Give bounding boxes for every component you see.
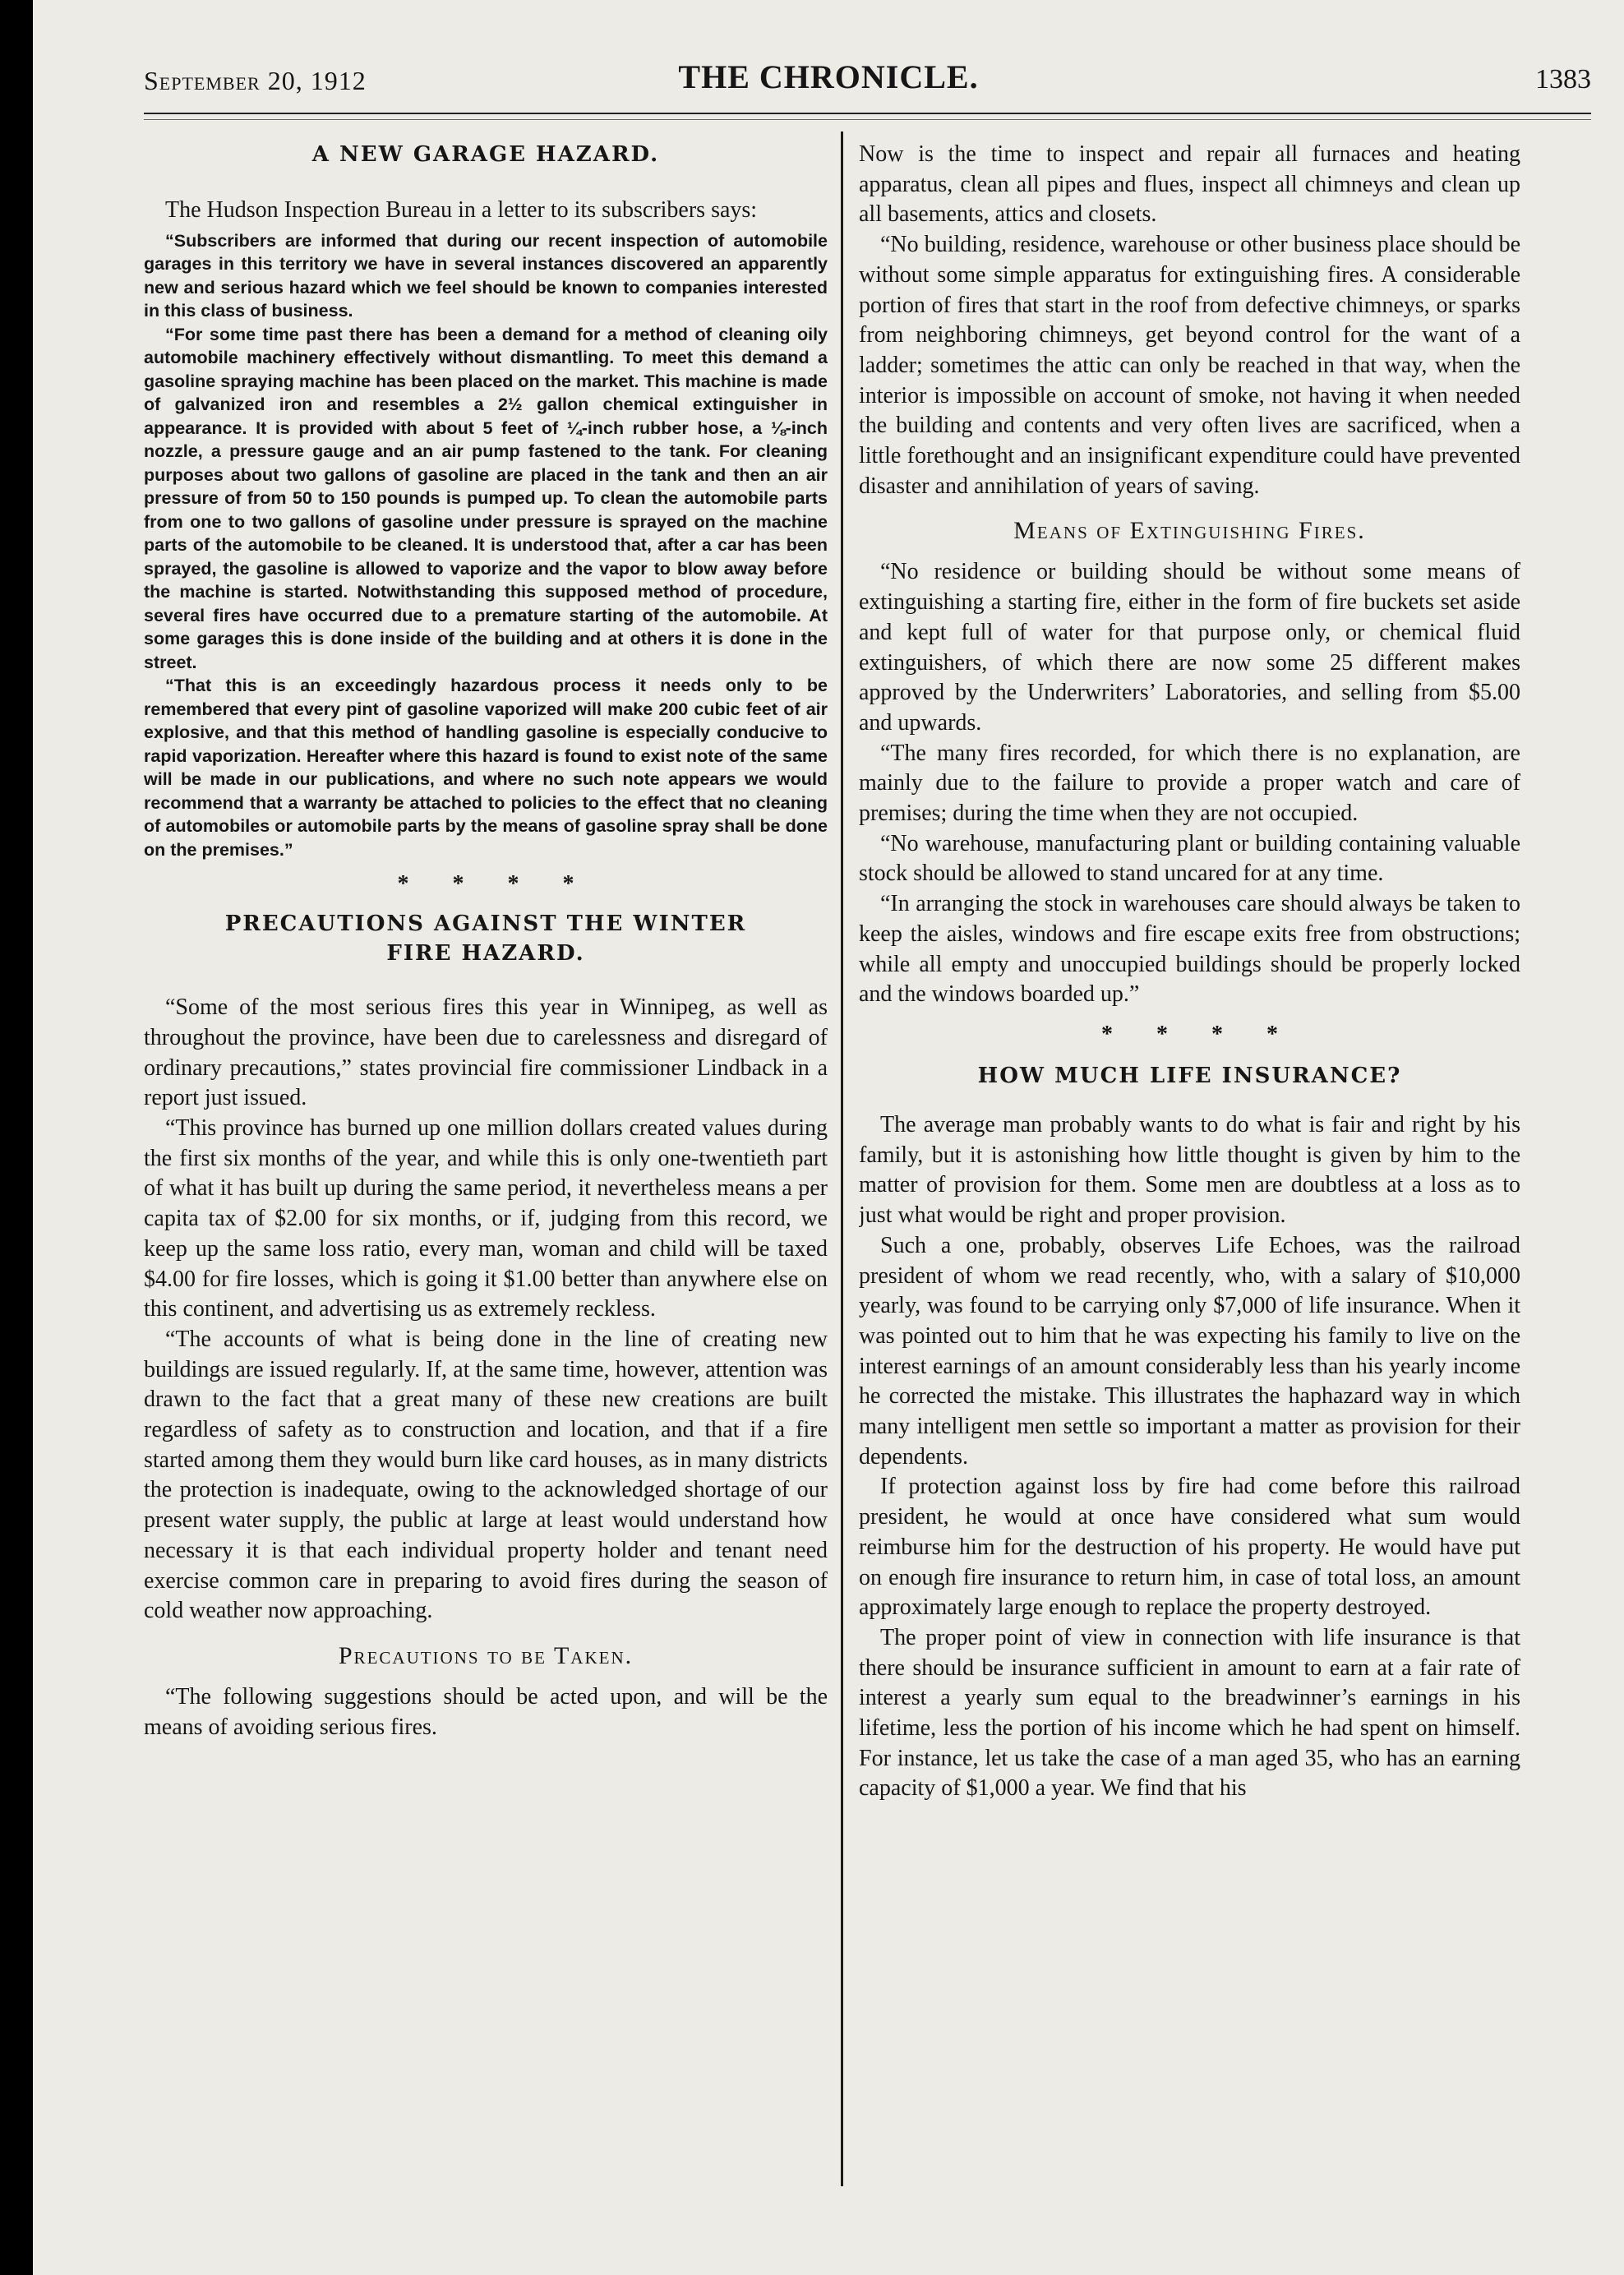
- paragraph: “The following suggestions should be acted upon, and will be the means of avoiding serious fires.: [144, 1683, 828, 1740]
- paragraph: The proper point of view in connection with life insurance is that there should be insurance sufficient in amount to earn at a fair rate of interest a yearly sum equal to the breadwinner’s earnings in his lifetime, less the portion of his income which he had spent on himself. For instance, let us take the case of a man aged 35, who has an earning capacity of $1,000 a year. We find that his: [859, 1624, 1520, 1802]
- section-separator: * * * *: [397, 871, 574, 898]
- article-title: PRECAUTIONS AGAINST THE WINTER FIRE HAZARD.: [224, 911, 747, 967]
- paragraph: “No building, residence, warehouse or other business place should be without some simple apparatus for extinguishing fires. A considerable portion of fires that start in the roof from defective chimneys, or sparks from neighboring chimneys, get beyond control for the want of a ladder; sometimes the attic can only be reached in that way, when the interior is impossible on account of smoke, not having it when needed the building and contents and very often lives are sacrificed, when a little forethought and an insignificant expenditure could have prevented disaster and annihilation of years of saving.: [859, 232, 1520, 499]
- header-title: THE CHRONICLE.: [678, 58, 979, 95]
- paragraph: “Some of the most serious fires this year in Winnipeg, as well as throughout the province, have been due to carelessness and disregard of ordinary precautions,” states provincial fire commissioner Lindback in a report just issued.: [144, 994, 828, 1111]
- article-garage-hazard: [144, 140, 828, 861]
- paragraph: Now is the time to inspect and repair all furnaces and heating apparatus, clean all pipes and flues, inspect all chimneys and clean up all basements, attics and closets.: [859, 141, 1520, 228]
- right-column: [859, 140, 1520, 1804]
- article-title: A NEW GARAGE HAZARD.: [311, 142, 660, 167]
- header-date: September 20, 1912: [144, 66, 367, 95]
- section-separator: * * * *: [1101, 1021, 1278, 1047]
- quote-paragraph: “Subscribers are informed that during our recent inspection of automobile garages in this territory we have in several instances discovered an apparently new and serious hazard which we feel should be known to companies interested in this class of business.: [144, 230, 828, 321]
- header-rule: [144, 113, 1591, 114]
- header-page-number: 1383: [1535, 64, 1591, 95]
- quote-paragraph: “That this is an exceedingly hazardous process it needs only to be remembered that every pint of gasoline vaporized will make 200 cubic feet of air explosive, and that this method of handling gasoline is especially conducive to rapid vaporization. Hereafter where this hazard is found to exist note of the same will be made in our publications, and where no such note appears we would recommend that a warranty be attached to policies to the effect that no cleaning of automobiles or automobile parts by the means of gasoline spray shall be done on the premises.”: [144, 676, 828, 860]
- paragraph: “In arranging the stock in warehouses care should always be taken to keep the aisles, windows and fire escape exits free from obstructions; while all empty and unoccupied buildings should be properly locked and the windows boarded up.”: [859, 891, 1520, 1008]
- article-intro: The Hudson Inspection Bureau in a letter to its subscribers says:: [165, 197, 758, 223]
- paragraph: If protection against loss by fire had come before this railroad president, he would at once have considered what sum would reimburse him for the destruction of his property. He would have put on enough fire insurance to return him, in case of total loss, an amount approximately large enough to replace the property destroyed.: [859, 1474, 1520, 1621]
- left-column: [144, 140, 828, 1742]
- paragraph: The average man probably wants to do what is fair and right by his family, but it is astonishing how little thought is given by him to the matter of provision for them. Some men are doubtless at a loss as to just what would be right and proper provision.: [859, 1111, 1520, 1229]
- paragraph: Such a one, probably, observes Life Echoes, was the railroad president of whom we read recently, who, with a salary of $10,000 yearly, was found to be carrying only $7,000 of life insurance. When it was pointed out to him that he was expecting his family to live on the interest earnings of an amount considerably less than his yearly income he corrected the mistake. This illustrates the haphazard way in which many intelligent men settle so important a matter as provision for their dependents.: [859, 1232, 1520, 1470]
- paragraph: “The many fires recorded, for which there is no explanation, are mainly due to the failure to provide a proper watch and care of premises; during the time when they are not occupied.: [859, 740, 1520, 827]
- paragraph: “The accounts of what is being done in the line of creating new buildings are issued regularly. If, at the same time, however, attention was drawn to the fact that a great many of these new creations are built regardless of safety as to construction and location, and that if a fire started among them they would burn like card houses, as in many districts the protection is inadequate, owing to the acknowledged shortage of our present water supply, the public at large at least would understand how necessary it is that each individual property holder and tenant need exercise common care in preparing to avoid fires during the season of cold weather now approaching.: [144, 1326, 828, 1624]
- header-rule-thin: [144, 119, 1591, 120]
- article-winter-fire-hazard: [144, 909, 828, 1742]
- subhead: Means of Extinguishing Fires.: [1013, 517, 1366, 545]
- quote-paragraph: “For some time past there has been a demand for a method of cleaning oily automobile machinery effectively without dismantling. To meet this demand a gasoline spraying machine has been placed on the market. This machine is made of galvanized iron and resembles a 2½ gallon chemical extinguisher in appearance. It is provided with about 5 feet of ¼-inch rubber hose, a ⅛-inch nozzle, a pressure gauge and an air pump fastened to the tank. For cleaning purposes about two gallons of gasoline are placed in the tank and then an air pressure of from 50 to 150 pounds is pumped up. To clean the automobile parts from one to two gallons of gasoline under pressure is sprayed on the machine parts of the automobile to be cleaned. It is understood that, after a car has been sprayed, the gasoline is allowed to vaporize and the vapor to blow away before the machine is started. Notwithstanding this supposed method of procedure, several fires have occurred due to a premature starting of the automobile. At some garages this is done inside of the building and at others it is done in the street.: [144, 324, 828, 672]
- page-header: [33, 58, 1624, 107]
- paragraph: “This province has burned up one million dollars created values during the first six months of the year, and while this is only one-twentieth part of what it has built up during the same period, it nevertheless means a per capita tax of $2.00 for six months, or if, judging from this record, we keep up the same loss ratio, every man, woman and child will be taxed $4.00 for fire losses, which is going it $1.00 better than anywhere else on this continent, and advertising us as extremely reckless.: [144, 1115, 828, 1322]
- paragraph: “No residence or building should be without some means of extinguishing a starting fire, either in the form of fire buckets set aside and kept full of water for that purpose only, or chemical fluid extinguishers, of which there are now some 25 different makes approved by the Underwriters’ Laboratories, and selling from $5.00 and upwards.: [859, 559, 1520, 736]
- column-divider: [841, 132, 843, 2186]
- subhead: Precautions to be Taken.: [338, 1641, 634, 1669]
- newspaper-page: [33, 0, 1624, 2275]
- article-life-insurance: [859, 1061, 1520, 1804]
- paragraph: “No warehouse, manufacturing plant or building containing valuable stock should be allowed to stand uncared for at any time.: [859, 830, 1520, 887]
- article-title: HOW MUCH LIFE INSURANCE?: [977, 1063, 1402, 1088]
